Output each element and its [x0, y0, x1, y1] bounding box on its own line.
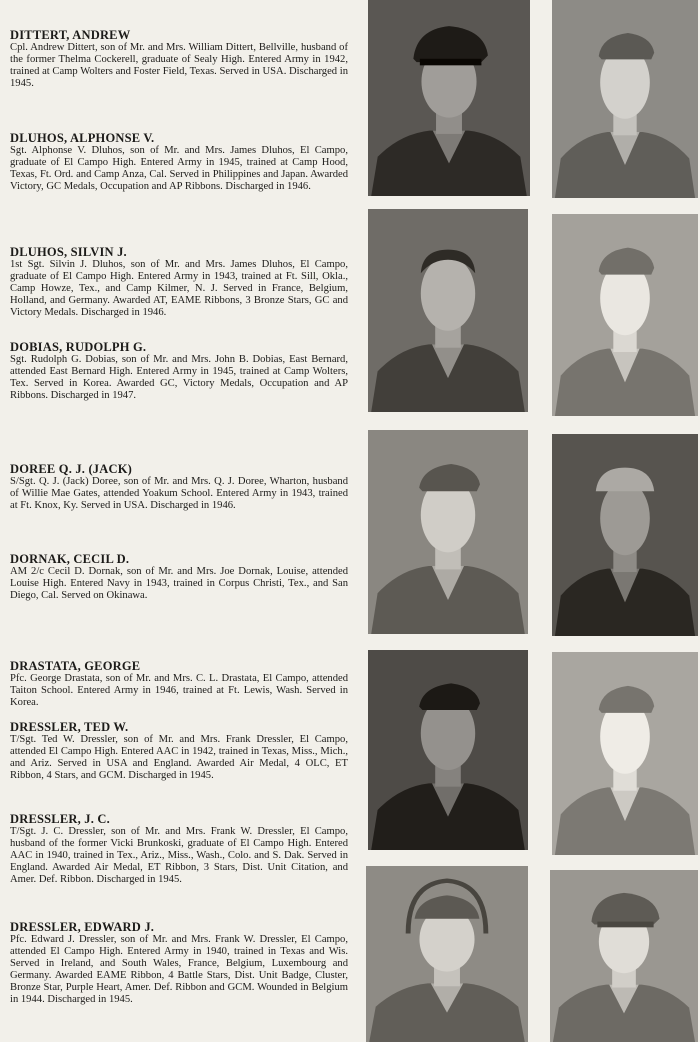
- entry-bio: Cpl. Andrew Dittert, son of Mr. and Mrs. William Dittert, Bellville, husband of the former Thelma Cockerell, graduate of Sealy High. Entered Army in 1942, trained at Camp Wolters and Foster Field, Texas. Served in USA. Discharged in 1945.: [10, 42, 348, 89]
- portrait-photo-dittert: [368, 0, 530, 196]
- portrait-photo-dobias: [552, 214, 698, 416]
- entry-dressler-ted: [10, 720, 348, 782]
- entry-bio: T/Sgt. Ted W. Dressler, son of Mr. and Mrs. Frank Dressler, El Campo, attended El Campo High. Entered AAC in 1942, trained in Texas, Miss., Mich., and Ariz. Served in USA and England. Awarded Air Medal, 4 OLC, ET Ribbon, 4 Stars, and GCM. Discharged in 1945.: [10, 734, 348, 781]
- entry-name: DRESSLER, EDWARD J.: [10, 920, 155, 934]
- portrait-photo-drastata: [368, 650, 528, 850]
- face: [600, 481, 650, 555]
- entry-dluhos-silvin: [10, 245, 348, 319]
- cap-visor: [597, 922, 653, 928]
- portrait-photo-doree: [368, 430, 528, 634]
- entry-doree-jack: [10, 462, 348, 512]
- portrait-photo-dluhos-alphonse: [552, 0, 698, 198]
- entry-bio: AM 2/c Cecil D. Dornak, son of Mr. and Mrs. Joe Dornak, Louise, attended Louise High. Entered Navy in 1943, trained in Corpus Christi, Tex., and San Diego, Cal. Served on Okinawa.: [10, 566, 348, 601]
- portrait-image: [368, 650, 528, 850]
- face: [421, 256, 475, 330]
- entry-name: DLUHOS, SILVIN J.: [10, 245, 127, 259]
- portrait-image: [368, 430, 528, 634]
- entry-name: DRESSLER, TED W.: [10, 720, 129, 734]
- portrait-image: [552, 434, 698, 636]
- portrait-photo-dluhos-silvin: [368, 209, 528, 412]
- portrait-image: [368, 209, 528, 412]
- entry-name: DLUHOS, ALPHONSE V.: [10, 131, 155, 145]
- entry-name: DRASTATA, GEORGE: [10, 659, 141, 673]
- portrait-image: [552, 652, 698, 855]
- entry-bio: Pfc. Edward J. Dressler, son of Mr. and Mrs. Frank W. Dressler, El Campo, attended El Campo High. Entered Army in 1940, trained in Texas and Wis. Served in Ireland, and South Wales, France, Belgium, Luxembourg and Germany. Awarded EAME Ribbon, 4 Battle Stars, Dist. Unit Badge, Cluster, Bronze Star, Purple Heart, Amer. Def. Ribbon and GCM. Wounded in Belgium in 1944. Discharged in 1945.: [10, 934, 348, 1005]
- portrait-image: [366, 866, 528, 1042]
- entry-bio: 1st Sgt. Silvin J. Dluhos, son of Mr. and Mrs. James Dluhos, El Campo, graduate of El Campo High. Entered Army in 1943, trained at Ft. Sill, Okla., Camp Howze, Tex., and Camp Kilmer, N. J. Served in France, Belgium, Holland, and Germany. Awarded AT, EAME Ribbons, 3 Bronze Stars, GC and Victory Medals. Discharged in 1946.: [10, 259, 348, 318]
- entry-name: DORNAK, CECIL D.: [10, 552, 130, 566]
- entry-bio: Pfc. George Drastata, son of Mr. and Mrs. C. L. Drastata, El Campo, attended Taiton School. Entered Army in 1946, trained at Ft. Lewis, Wash. Served in Korea.: [10, 673, 348, 708]
- portrait-image: [552, 0, 698, 198]
- portrait-photo-dressler-ted: [552, 652, 698, 855]
- portrait-image: [550, 870, 698, 1042]
- entry-dornak-cecil: [10, 552, 348, 602]
- portrait-photo-dressler-edward: [550, 870, 698, 1042]
- entry-dittert-andrew: [10, 28, 348, 90]
- entry-name: DOBIAS, RUDOLPH G.: [10, 340, 147, 354]
- entry-bio: Sgt. Rudolph G. Dobias, son of Mr. and Mrs. John B. Dobias, East Bernard, attended East Bernard High. Entered Army in 1945, trained at Camp Wolters, Tex. Served in Korea. Awarded GC, Victory Medals, Occupation and AP Ribbons. Discharged in 1947.: [10, 354, 348, 401]
- entry-bio: Sgt. Alphonse V. Dluhos, son of Mr. and Mrs. James Dluhos, El Campo, graduate of El Campo High. Entered Army in 1945, trained at Camp Hood, Texas, Ft. Ord. and Camp Anza, Cal. Served in Philippines and Japan. Awarded Victory, GC Medals, Occupation and AP Ribbons. Discharged in 1946.: [10, 145, 348, 192]
- portrait-image: [552, 214, 698, 416]
- entry-dressler-jc: [10, 812, 348, 886]
- cap-visor: [420, 59, 482, 66]
- entry-dressler-edward: [10, 920, 348, 1005]
- portrait-photo-dornak: [552, 434, 698, 636]
- portrait-image: [368, 0, 530, 196]
- entry-name: DOREE Q. J. (JACK): [10, 462, 133, 476]
- entry-bio: S/Sgt. Q. J. (Jack) Doree, son of Mr. and Mrs. Q. J. Doree, Wharton, husband of Willie Mae Gates, attended Yoakum School. Entered Army in 1943, trained at Ft. Knox, Ky. Served in USA. Discharged in 1946.: [10, 476, 348, 511]
- portrait-photo-dressler-jc: [366, 866, 528, 1042]
- entry-dobias-rudolph: [10, 340, 348, 402]
- entry-drastata-george: [10, 659, 348, 709]
- entry-name: DITTERT, ANDREW: [10, 28, 131, 42]
- entry-bio: T/Sgt. J. C. Dressler, son of Mr. and Mrs. Frank W. Dressler, El Campo, husband of the former Vicki Brunkoski, graduate of El Campo High. Entered AAC in 1940, trained in Tex., Ariz., Miss., Wash., Colo. and S. Dak. Served in England. Awarded Air Medal, ET Ribbon, 3 Stars, Dist. Unit Citation, and Amer. Def. Ribbon. Discharged in 1945.: [10, 826, 348, 885]
- entry-dluhos-alphonse: [10, 131, 348, 193]
- entry-name: DRESSLER, J. C.: [10, 812, 110, 826]
